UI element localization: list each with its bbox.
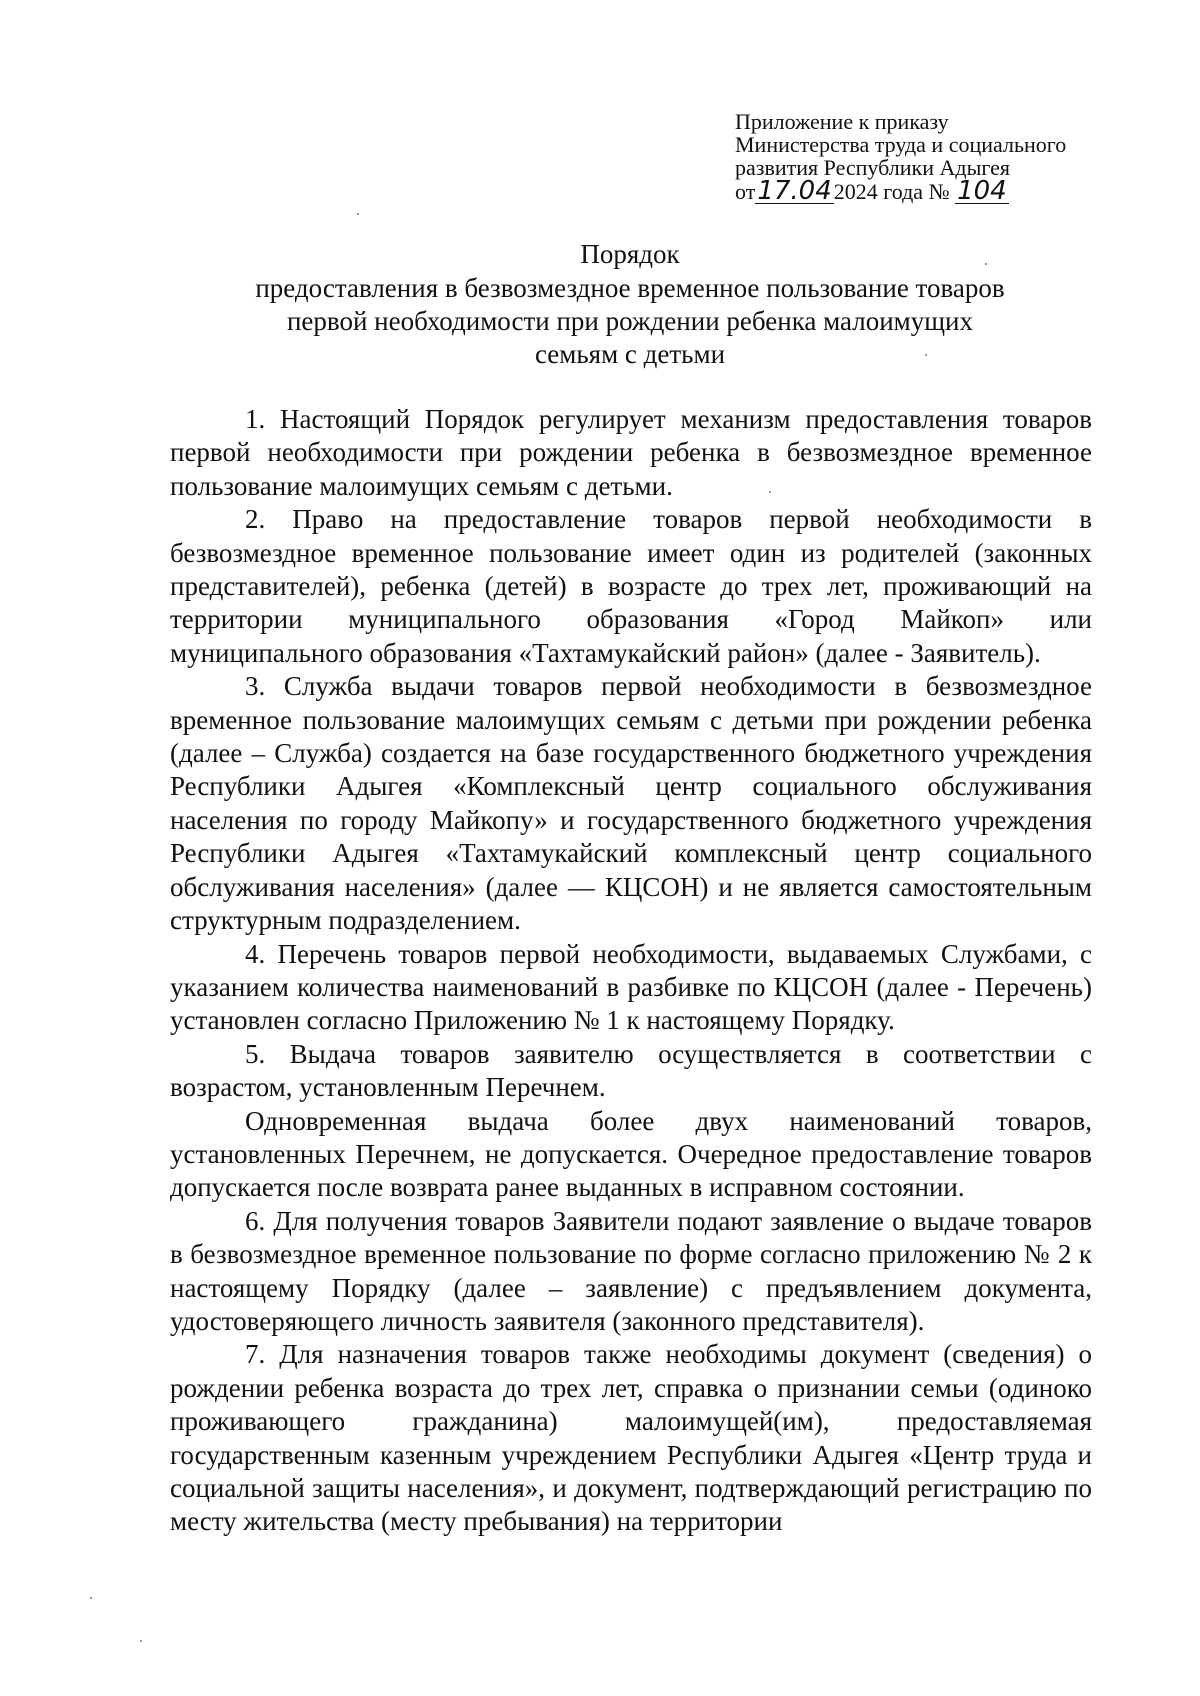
- document-title: [160, 238, 1100, 371]
- title-line-3: семьям с детьми: [534, 339, 726, 369]
- appendix-header: [735, 110, 1095, 204]
- paragraph-5: 5. Выдача товаров заявителю осуществляется в соответствии с возрастом, установленным Перечнем.: [170, 1038, 1092, 1103]
- scan-speck: [357, 213, 359, 215]
- scan-speck: [925, 354, 927, 356]
- paragraph-7: 7. Для назначения товаров также необходимы документ (сведения) о рождении ребенка возраста до трех лет, справка о признании семьи (одиноко проживающего гражданина) малоимущей(им), предоставляемая государственным казенным учреждением Республики Адыгея «Центр труда и социальной защиты населения», и документ, подтверждающий регистрацию по месту жительства (месту пребывания) на территории: [170, 1339, 1092, 1537]
- paragraph-4: 4. Перечень товаров первой необходимости, выдаваемых Службами, с указанием количества наименований в разбивке по КЦСОН (далее - Перечень) установлен согласно Приложению № 1 к настоящему Порядку.: [170, 938, 1092, 1036]
- title-line-1: предоставления в безвозмездное временное пользование товаров: [255, 273, 1005, 303]
- paragraph-5-continued: Одновременная выдача более двух наименований товаров, установленных Перечнем, не допускается. Очередное предоставление товаров допускается после возврата ранее выданных в исправном состоянии.: [170, 1105, 1092, 1203]
- paragraph-3: 3. Служба выдачи товаров первой необходимости в безвозмездное временное пользование малоимущих семьям с детьми при рождении ребенка (далее – Служба) создается на базе государственного бюджетного учреждения Республики Адыгея «Комплексный центр социального обслуживания населения по городу Майкопу» и государственного бюджетного учреждения Республики Адыгея «Тахтамукайский комплексный центр социального обслуживания населения» (далее — КЦСОН) и не является самостоятельным структурным подразделением.: [170, 671, 1092, 936]
- handwritten-order-number: 104: [957, 176, 1007, 206]
- handwritten-date: 17.04: [757, 176, 832, 206]
- appendix-line-3: развития Республики Адыгея: [735, 155, 1010, 180]
- paragraph-1: 1. Настоящий Порядок регулирует механизм предоставления товаров первой необходимости при рождении ребенка в безвозмездное временное пользование малоимущих семьям с детьми.: [170, 404, 1092, 501]
- appendix-line-1: Приложение к приказу: [735, 109, 949, 134]
- title-main: Порядок: [580, 239, 680, 269]
- scan-speck: [90, 1597, 92, 1599]
- appendix-date-prefix: от: [735, 179, 756, 204]
- scan-speck: [140, 1640, 142, 1642]
- paragraph-6: 6. Для получения товаров Заявители подают заявление о выдаче товаров в безвозмездное временное пользование по форме согласно приложению № 2 к настоящему Порядку (далее – заявление) с предъявлением документа, удостоверяющего личность заявителя (законного представителя).: [170, 1205, 1092, 1336]
- appendix-line-2: Министерства труда и социального: [735, 132, 1067, 157]
- appendix-year-text: 2024 года №: [833, 179, 950, 204]
- appendix-date-line: [735, 176, 1095, 206]
- scan-speck: [985, 263, 987, 265]
- scan-speck: [769, 491, 771, 493]
- title-line-2: первой необходимости при рождении ребенка малоимущих: [286, 306, 974, 336]
- paragraph-2: 2. Право на предоставление товаров первой необходимости в безвозмездное временное пользование имеет один из родителей (законных представителей), ребенка (детей) в возрасте до трех лет, проживающий на территории муниципального образования «Город Майкоп» или муниципального образования «Тахтамукайский район» (далее - Заявитель).: [170, 504, 1092, 668]
- document-body: [170, 403, 1092, 1539]
